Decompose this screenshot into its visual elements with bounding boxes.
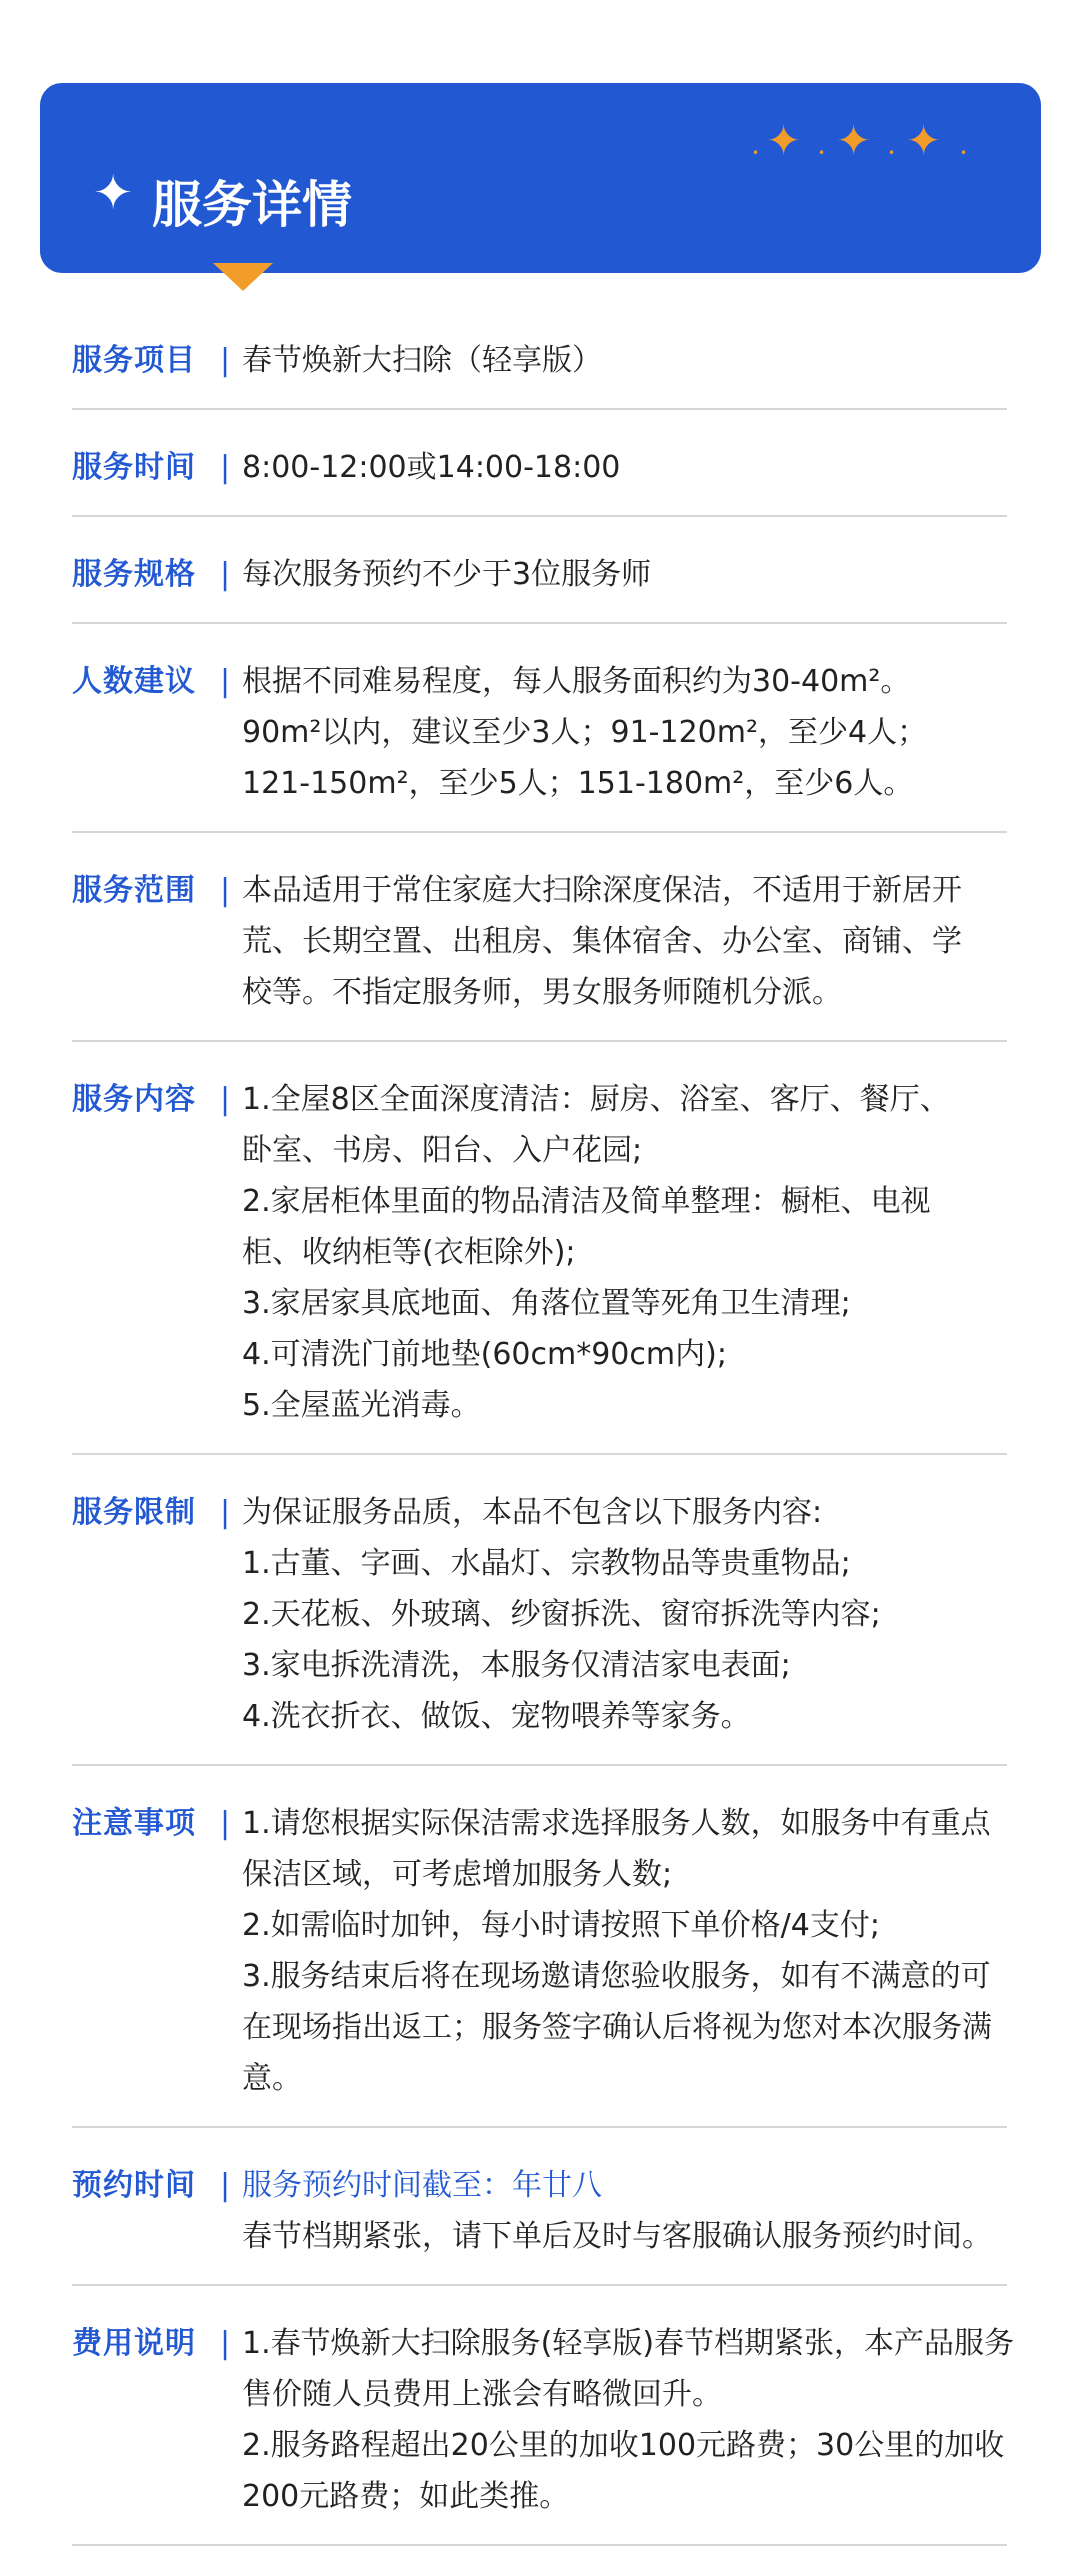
detail-text: 荒、长期空置、出租房、集体宿舍、办公室、商铺、学 xyxy=(242,924,962,959)
detail-text: 校等。不指定服务师，男女服务师随机分派。 xyxy=(242,975,842,1010)
detail-label: 预约时间 xyxy=(72,2168,196,2203)
detail-content xyxy=(242,549,1007,600)
header-pointer xyxy=(213,263,273,291)
detail-text: 售价随人员费用上涨会有略微回升。 xyxy=(242,2377,722,2412)
detail-row xyxy=(72,539,1007,624)
detail-label: 服务项目 xyxy=(72,343,196,378)
detail-label: 人数建议 xyxy=(72,664,196,699)
detail-content xyxy=(242,1074,1007,1431)
detail-row xyxy=(72,1788,1007,2128)
detail-text: 200元路费；如此类推。 xyxy=(242,2479,570,2514)
detail-content xyxy=(242,1487,1007,1742)
detail-text: 2.家居柜体里面的物品清洁及简单整理：橱柜、电视 xyxy=(242,1184,931,1219)
detail-label: 注意事项 xyxy=(72,1806,196,1841)
detail-text: 2.如需临时加钟，每小时请按照下单价格/4支付; xyxy=(242,1908,880,1943)
detail-text: 1.全屋8区全面深度清洁：厨房、浴室、客厅、餐厅、 xyxy=(242,1082,950,1117)
star-icon: ✦ xyxy=(836,116,872,165)
detail-content xyxy=(242,656,1007,809)
header-banner xyxy=(40,83,1041,273)
detail-row xyxy=(72,325,1007,410)
detail-text: 每次服务预约不少于3位服务师 xyxy=(242,557,652,592)
detail-row xyxy=(72,1064,1007,1455)
detail-text: 3.家居家具底地面、角落位置等死角卫生清理; xyxy=(242,1286,851,1321)
detail-text: 3.家电拆洗清洗，本服务仅清洁家电表面; xyxy=(242,1648,791,1683)
detail-row xyxy=(72,646,1007,833)
detail-text: 8:00-12:00或14:00-18:00 xyxy=(242,450,621,485)
detail-text: 为保证服务品质，本品不包含以下服务内容: xyxy=(242,1495,823,1530)
detail-content xyxy=(242,865,1007,1018)
detail-text: 柜、收纳柜等(衣柜除外); xyxy=(242,1235,576,1270)
detail-label: 费用说明 xyxy=(72,2326,196,2361)
label-separator: | xyxy=(220,2326,231,2361)
detail-content xyxy=(242,442,1007,493)
page-title: 服务详情 xyxy=(152,176,352,234)
detail-label: 服务时间 xyxy=(72,450,196,485)
highlight-text: 服务预约时间截至：年廿八 xyxy=(242,2168,602,2203)
detail-text: 3.服务结束后将在现场邀请您验收服务，如有不满意的可 xyxy=(242,1959,991,1994)
detail-label: 服务规格 xyxy=(72,557,196,592)
label-separator: | xyxy=(220,664,231,699)
detail-text: 本品适用于常住家庭大扫除深度保洁，不适用于新居开 xyxy=(242,873,962,908)
label-separator: | xyxy=(220,1495,231,1530)
detail-text: 4.可清洗门前地垫(60cm*90cm内); xyxy=(242,1337,727,1372)
detail-text: 保洁区域，可考虑增加服务人数; xyxy=(242,1857,673,1892)
detail-text: 1.古董、字画、水晶灯、宗教物品等贵重物品; xyxy=(242,1546,851,1581)
label-separator: | xyxy=(220,343,231,378)
detail-text: 121-150m²，至少5人；151-180m²，至少6人。 xyxy=(242,766,914,801)
detail-text: 春节焕新大扫除（轻享版） xyxy=(242,343,602,378)
detail-text: 5.全屋蓝光消毒。 xyxy=(242,1388,481,1423)
detail-label: 服务范围 xyxy=(72,873,196,908)
label-separator: | xyxy=(220,2168,231,2203)
star-icon: ✦ xyxy=(906,116,942,165)
label-separator: | xyxy=(220,873,231,908)
detail-row xyxy=(72,2308,1015,2546)
detail-row xyxy=(72,855,1007,1042)
detail-text: 1.春节焕新大扫除服务(轻享版)春节档期紧张，本产品服务 xyxy=(242,2326,1015,2361)
detail-row xyxy=(72,432,1007,517)
detail-text: 2.天花板、外玻璃、纱窗拆洗、窗帘拆洗等内容; xyxy=(242,1597,881,1632)
detail-content xyxy=(242,2160,1007,2262)
detail-text: 卧室、书房、阳台、入户花园; xyxy=(242,1133,643,1168)
label-separator: | xyxy=(220,557,231,592)
detail-text: 意。 xyxy=(242,2061,302,2096)
detail-content xyxy=(242,1798,1007,2104)
detail-row xyxy=(72,2150,1007,2286)
star-icon: ✦ xyxy=(766,116,802,165)
label-separator: | xyxy=(220,1806,231,1841)
detail-row xyxy=(72,1477,1007,1766)
detail-content xyxy=(242,335,1007,386)
detail-text: 90m²以内，建议至少3人；91-120m²，至少4人； xyxy=(242,715,928,750)
label-separator: | xyxy=(220,1082,231,1117)
detail-text: 在现场指出返工；服务签字确认后将视为您对本次服务满 xyxy=(242,2010,992,2045)
detail-text: 2.服务路程超出20公里的加收100元路费；30公里的加收 xyxy=(242,2428,1005,2463)
sparkle-icon: ✦ xyxy=(93,165,134,221)
detail-content xyxy=(242,2318,1014,2522)
detail-text: 春节档期紧张，请下单后及时与客服确认服务预约时间。 xyxy=(242,2219,992,2254)
stars-decoration: • ✦ • ✦ • ✦ • xyxy=(752,116,968,165)
detail-text: 根据不同难易程度，每人服务面积约为30-40m²。 xyxy=(242,664,911,699)
detail-text: 4.洗衣折衣、做饭、宠物喂养等家务。 xyxy=(242,1699,751,1734)
label-separator: | xyxy=(220,450,231,485)
detail-list xyxy=(72,325,1015,2568)
detail-label: 服务内容 xyxy=(72,1082,196,1117)
detail-text: 1.请您根据实际保洁需求选择服务人数，如服务中有重点 xyxy=(242,1806,991,1841)
detail-label: 服务限制 xyxy=(72,1495,196,1530)
